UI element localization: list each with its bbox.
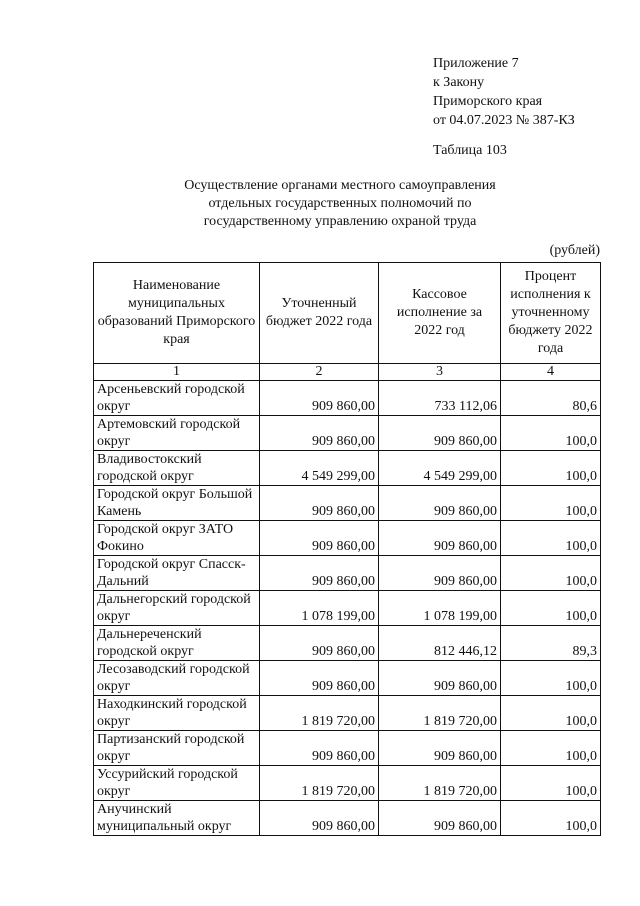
municipality-cell: Городской округ Спасск-Дальний bbox=[94, 556, 260, 591]
budget-cell: 909 860,00 bbox=[260, 731, 379, 766]
column-number: 1 bbox=[94, 364, 260, 381]
table-row bbox=[94, 801, 601, 836]
table-row bbox=[94, 486, 601, 521]
appendix-line: к Закону bbox=[433, 75, 485, 90]
execution-cell: 812 446,12 bbox=[379, 626, 501, 661]
budget-cell: 1 819 720,00 bbox=[260, 766, 379, 801]
percent-cell: 100,0 bbox=[501, 451, 601, 486]
header-municipality: Наименование муниципальных образований Приморского края bbox=[94, 263, 260, 364]
title-line: Осуществление органами местного самоуправления bbox=[184, 178, 496, 193]
appendix-line: Приложение 7 bbox=[433, 56, 519, 71]
column-number: 2 bbox=[260, 364, 379, 381]
column-number: 4 bbox=[501, 364, 601, 381]
budget-cell: 4 549 299,00 bbox=[260, 451, 379, 486]
units-label: (рублей) bbox=[549, 243, 600, 258]
municipality-cell: Городской округ ЗАТО Фокино bbox=[94, 521, 260, 556]
table-row bbox=[94, 731, 601, 766]
municipality-cell: Находкинский городской округ bbox=[94, 696, 260, 731]
municipality-cell: Анучинский муниципальный округ bbox=[94, 801, 260, 836]
percent-cell: 100,0 bbox=[501, 801, 601, 836]
municipality-cell: Городской округ Большой Камень bbox=[94, 486, 260, 521]
percent-cell: 80,6 bbox=[501, 381, 601, 416]
execution-cell: 909 860,00 bbox=[379, 556, 501, 591]
execution-cell: 909 860,00 bbox=[379, 801, 501, 836]
table-row bbox=[94, 416, 601, 451]
table-header-row bbox=[94, 263, 601, 364]
header-budget: Уточненный бюджет 2022 года bbox=[260, 263, 379, 364]
municipality-cell: Владивостокский городской округ bbox=[94, 451, 260, 486]
header-execution: Кассовое исполнение за 2022 год bbox=[379, 263, 501, 364]
percent-cell: 100,0 bbox=[501, 661, 601, 696]
execution-cell: 909 860,00 bbox=[379, 521, 501, 556]
table-row bbox=[94, 381, 601, 416]
budget-cell: 1 819 720,00 bbox=[260, 696, 379, 731]
execution-cell: 909 860,00 bbox=[379, 661, 501, 696]
execution-cell: 733 112,06 bbox=[379, 381, 501, 416]
municipality-cell: Артемовский городской округ bbox=[94, 416, 260, 451]
budget-cell: 909 860,00 bbox=[260, 381, 379, 416]
header-percent: Процент исполнения к уточненному бюджету 2022 года bbox=[501, 263, 601, 364]
column-number-row bbox=[94, 364, 601, 381]
table-body bbox=[94, 381, 601, 836]
budget-cell: 909 860,00 bbox=[260, 521, 379, 556]
column-number: 3 bbox=[379, 364, 501, 381]
budget-cell: 909 860,00 bbox=[260, 556, 379, 591]
municipality-cell: Арсеньевский городской округ bbox=[94, 381, 260, 416]
budget-cell: 909 860,00 bbox=[260, 626, 379, 661]
execution-cell: 909 860,00 bbox=[379, 416, 501, 451]
percent-cell: 100,0 bbox=[501, 486, 601, 521]
table-row bbox=[94, 661, 601, 696]
appendix-header bbox=[433, 54, 575, 130]
percent-cell: 100,0 bbox=[501, 521, 601, 556]
table-row bbox=[94, 556, 601, 591]
report-table bbox=[93, 262, 601, 836]
table-row bbox=[94, 451, 601, 486]
percent-cell: 89,3 bbox=[501, 626, 601, 661]
municipality-cell: Дальнегорский городской округ bbox=[94, 591, 260, 626]
municipality-cell: Лесозаводский городской округ bbox=[94, 661, 260, 696]
execution-cell: 909 860,00 bbox=[379, 731, 501, 766]
budget-cell: 909 860,00 bbox=[260, 661, 379, 696]
table-row bbox=[94, 766, 601, 801]
table-row bbox=[94, 696, 601, 731]
municipality-cell: Партизанский городской округ bbox=[94, 731, 260, 766]
budget-cell: 1 078 199,00 bbox=[260, 591, 379, 626]
percent-cell: 100,0 bbox=[501, 766, 601, 801]
title-line: отдельных государственных полномочий по bbox=[208, 196, 472, 211]
execution-cell: 1 078 199,00 bbox=[379, 591, 501, 626]
appendix-line: от 04.07.2023 № 387-КЗ bbox=[433, 113, 575, 128]
document-title bbox=[150, 177, 530, 231]
execution-cell: 4 549 299,00 bbox=[379, 451, 501, 486]
percent-cell: 100,0 bbox=[501, 696, 601, 731]
budget-cell: 909 860,00 bbox=[260, 801, 379, 836]
percent-cell: 100,0 bbox=[501, 731, 601, 766]
municipality-cell: Дальнереченский городской округ bbox=[94, 626, 260, 661]
appendix-line: Приморского края bbox=[433, 94, 543, 109]
percent-cell: 100,0 bbox=[501, 416, 601, 451]
title-line: государственному управлению охраной труда bbox=[203, 214, 477, 229]
table-number: Таблица 103 bbox=[433, 143, 507, 158]
percent-cell: 100,0 bbox=[501, 556, 601, 591]
municipality-cell: Уссурийский городской округ bbox=[94, 766, 260, 801]
percent-cell: 100,0 bbox=[501, 591, 601, 626]
table-row bbox=[94, 521, 601, 556]
execution-cell: 909 860,00 bbox=[379, 486, 501, 521]
execution-cell: 1 819 720,00 bbox=[379, 696, 501, 731]
table-row bbox=[94, 591, 601, 626]
budget-cell: 909 860,00 bbox=[260, 416, 379, 451]
budget-cell: 909 860,00 bbox=[260, 486, 379, 521]
table-row bbox=[94, 626, 601, 661]
execution-cell: 1 819 720,00 bbox=[379, 766, 501, 801]
